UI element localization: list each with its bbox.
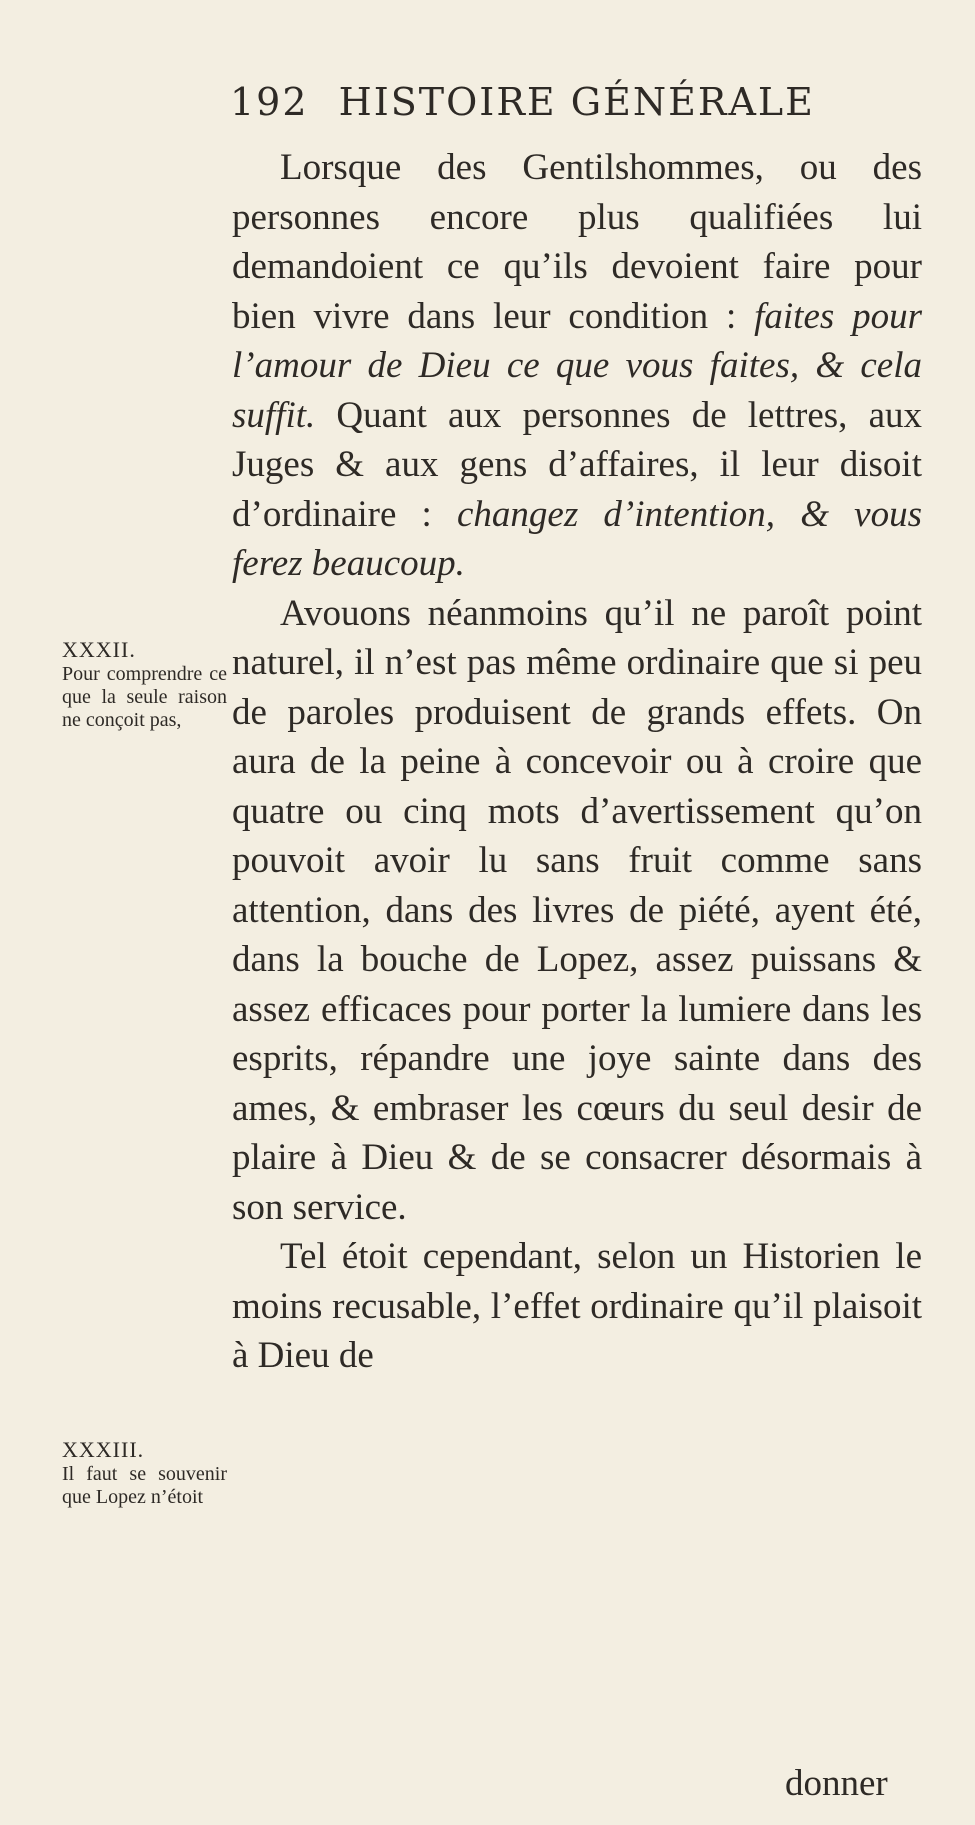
running-header [230,80,815,124]
margin-note-number: XXXII. [62,637,136,662]
margin-note-text: Pour comprendre ce que la seule raison ne conçoit pas, [62,663,227,731]
paragraph-2 [232,589,922,1233]
text-segment: Tel étoit cependant, selon un Historien le moins recusable, l’effet ordinaire qu’il plaisoit à Dieu de [232,1236,922,1376]
catchword: donner [785,1763,888,1804]
text-segment: Quant aux personnes de lettres, aux Juges & aux gens d’affaires, il leur disoit d’ordinaire : [232,394,922,535]
text-segment: Lorsque des Gentilshommes, ou des personnes encore plus qualifiées lui demandoient ce qu’ils devoient faire pour bien vivre dans leur condition : [232,147,922,337]
margin-note-32 [62,638,227,732]
italic-quote: faites pour l’amour de Dieu ce que vous faites, & cela suffit. [232,295,922,436]
page-number: 192 [230,80,309,124]
main-text [232,143,922,1381]
text-segment: Avouons néanmoins qu’il ne paroît point naturel, il n’est pas même ordinaire que si peu de paroles produisent de grands effets. On aura de la peine à concevoir ou à croire que quatre ou cinq mots d’avertissement qu’on pouvoit avoir lu sans fruit comme sans attention, dans des livres de piété, ayent été, dans la bouche de Lopez, assez puissans & assez efficaces pour porter la lumiere dans les esprits, répandre une joye sainte dans des ames, & embraser les cœurs du seul desir de plaire à Dieu & de se consacrer désormais à son service. [232,592,922,1228]
running-title: HISTOIRE GÉNÉRALE [338,80,815,124]
italic-quote: changez d’intention, & vous ferez beaucoup. [232,493,922,584]
paragraph-3 [232,1232,922,1381]
paragraph-1 [232,143,922,589]
margin-note-33 [62,1438,227,1509]
margin-note-number: XXXIII. [62,1437,145,1462]
margin-note-text: Il faut se souvenir que Lopez n’étoit [62,1463,227,1508]
